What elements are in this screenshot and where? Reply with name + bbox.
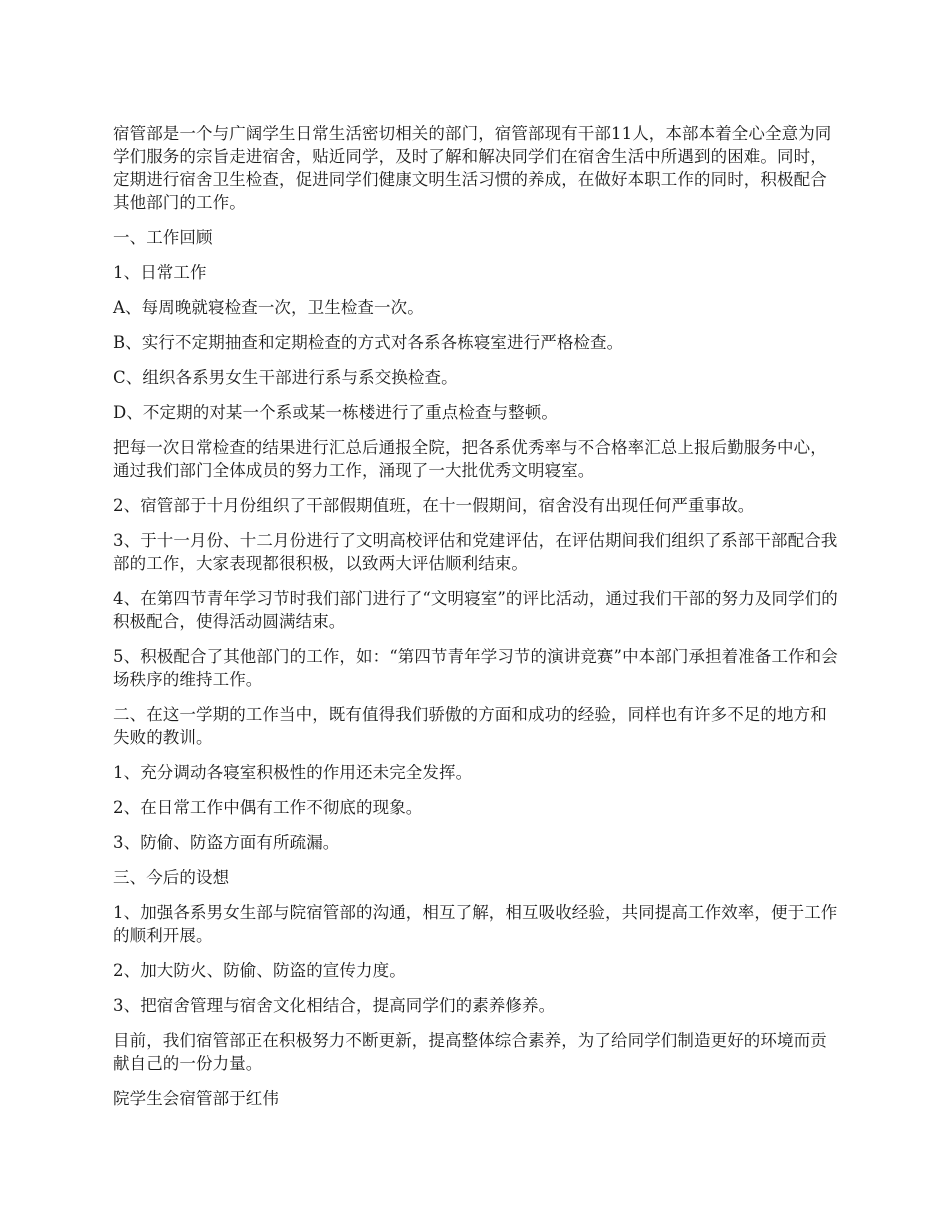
- plan-item-3: 3、把宿舍管理与宿舍文化相结合，提高同学们的素养修养。: [113, 996, 556, 1015]
- plan-item-1: 1、加强各系男女生部与院宿管部的沟通，相互了解，相互吸收经验，共同提高工作效率，便于工作的顺利开展。: [113, 903, 838, 945]
- document-body: [113, 122, 841, 1122]
- review-item-3: 3、于十一月份、十二月份进行了文明高校评估和党建评估，在评估期间我们组织了系部干部配合我部的工作，大家表现都很积极，以致两大评估顺利结束。: [113, 531, 838, 573]
- list-item-b: B、实行不定期抽查和定期检查的方式对各系各栋寝室进行严格检查。: [113, 333, 624, 352]
- section-heading-work-review: 一、工作回顾: [113, 228, 213, 247]
- review-item-4: 4、在第四节青年学习节时我们部门进行了“文明寝室”的评比活动，通过我们干部的努力及同学们的积极配合，使得活动圆满结束。: [113, 589, 838, 631]
- subheading-daily-work: 1、日常工作: [113, 263, 207, 282]
- list-item-d: D、不定期的对某一个系或某一栋楼进行了重点检查与整顿。: [113, 403, 558, 422]
- plan-item-2: 2、加大防火、防偷、防盗的宣传力度。: [113, 961, 406, 980]
- shortcoming-item-2: 2、在日常工作中偶有工作不彻底的现象。: [113, 798, 423, 817]
- list-item-a: A、每周晚就寝检查一次，卫生检查一次。: [113, 298, 424, 317]
- summary-paragraph: 把每一次日常检查的结果进行汇总后通报全院，把各系优秀率与不合格率汇总上报后勤服务中心，通过我们部门全体成员的努力工作，涌现了一大批优秀文明寝室。: [113, 438, 827, 480]
- shortcoming-item-1: 1、充分调动各寝室积极性的作用还未完全发挥。: [113, 763, 473, 782]
- intro-paragraph: 宿管部是一个与广阔学生日常生活密切相关的部门，宿管部现有干部11人，本部本着全心全意为同学们服务的宗旨走进宿舍，贴近同学，及时了解和解决同学们在宿舍生活中所遇到的困难。同时，定期进行宿舍卫生检查，促进同学们健康文明生活习惯的养成，在做好本职工作的同时，积极配合其他部门的工作。: [113, 124, 832, 212]
- list-item-c: C、组织各系男女生干部进行系与系交换检查。: [113, 368, 458, 387]
- closing-paragraph: 目前，我们宿管部正在积极努力不断更新，提高整体综合素养，为了给同学们制造更好的环境而贡献自己的一份力量。: [113, 1031, 827, 1073]
- signature-line: 院学生会宿管部于红伟: [113, 1089, 279, 1108]
- section-heading-shortcomings: 二、在这一学期的工作当中，既有值得我们骄傲的方面和成功的经验，同样也有许多不足的地方和失败的教训。: [113, 705, 827, 747]
- review-item-5: 5、积极配合了其他部门的工作，如：“第四节青年学习节的演讲竞赛”中本部门承担着准备工作和会场秩序的维持工作。: [113, 647, 838, 689]
- section-heading-future-plans: 三、今后的设想: [113, 868, 230, 887]
- shortcoming-item-3: 3、防偷、防盗方面有所疏漏。: [113, 833, 340, 852]
- review-item-2: 2、宿管部于十月份组织了干部假期值班，在十一假期间，宿舍没有出现任何严重事故。: [113, 496, 755, 515]
